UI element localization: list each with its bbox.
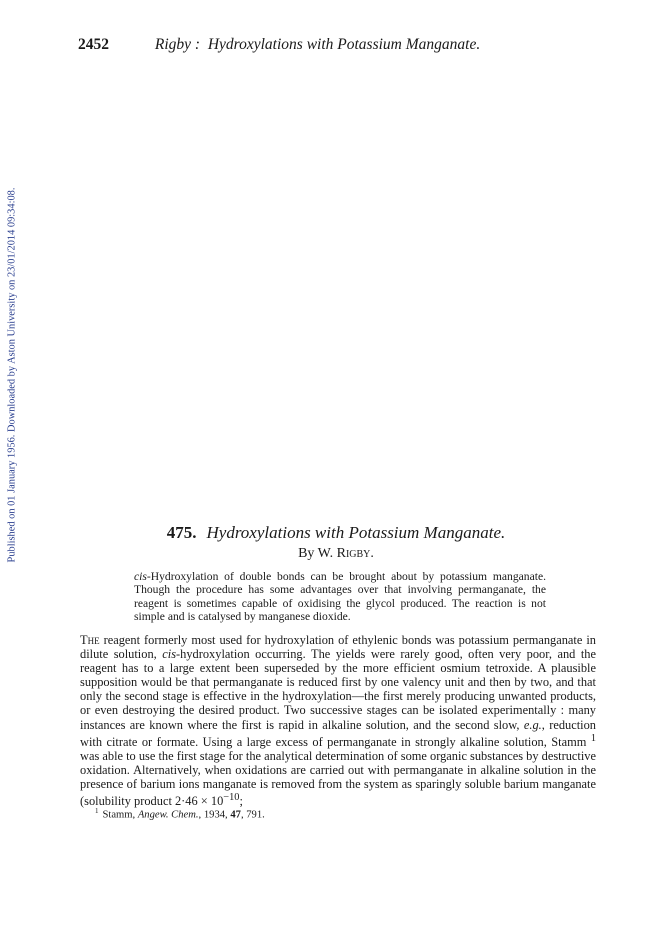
footnote	[95, 807, 575, 821]
body-text	[80, 633, 596, 808]
body-eg: e.g.	[523, 717, 542, 732]
byline-prefix: By W.	[298, 546, 334, 561]
article-heading	[0, 523, 672, 543]
page-number: 2452	[78, 36, 109, 53]
body-cis: cis	[162, 647, 177, 662]
body-text-4: was able to use the first stage for the analytical determination of some organic substances by destructive oxidation. Alternatively, when oxidations are carried out with permanganate in alkaline solution in the presence of barium ions manganate is removed from the system as sparingly soluble barium manganate (solubility product 2·46 × 10	[80, 748, 596, 809]
body-text-2: -hydroxylation occurring. The yields were rarely good, often very poor, and the reagent has to a large extent been superseded by the more efficient osmium tetroxide. A plausible supposition would be that permanganate is reduced first by one valency unit and then by two, and that only the second stage is effective in the hydroxylation—the first merely producing unwanted products, or even destroying the desired product. Two successive stages can be isolated experimentally : many instances are known where the first is rapid in alkaline solution, and the second slow,	[80, 647, 596, 732]
article-number: 475.	[166, 523, 197, 542]
body-paragraph	[80, 633, 596, 808]
body-exponent: −10	[223, 792, 240, 804]
body-text-5: ;	[239, 794, 243, 809]
footnote-mark: 1	[95, 807, 99, 815]
footnote-author: Stamm,	[102, 809, 136, 821]
running-head	[78, 36, 598, 54]
abstract-paragraph	[134, 570, 546, 624]
body-text-3: , reduction with citrate or formate. Using a large excess of permanganate in strongly alkaline solution, Stamm	[80, 717, 596, 749]
footnote-year: , 1934,	[198, 809, 228, 821]
first-word: The	[80, 633, 100, 647]
running-title-text: Hydroxylations with Potassium Manganate.	[207, 36, 481, 53]
abstract-text: -Hydroxylation of double bonds can be brought about by potassium manganate. Though the procedure has some advantages over that involving permanganate, the reagent is sometimes capable of oxidising the glycol produced. The reaction is not simple and is catalysed by manganese dioxide.	[134, 570, 546, 624]
watermark-text[interactable]: Published on 01 January 1956. Downloaded by Aston University on 23/01/2014 09:34:08.	[6, 187, 18, 563]
footnote-ref[interactable]: 1	[590, 732, 596, 744]
footnote-page: , 791.	[240, 809, 265, 821]
article-title: Hydroxylations with Potassium Manganate.	[206, 523, 506, 542]
running-title	[155, 36, 480, 53]
body-text-1: reagent formerly most used for hydroxylation of ethylenic bonds was potassium permanganate in dilute solution,	[80, 633, 596, 662]
running-author: Rigby :	[154, 36, 201, 53]
footnote-journal: Angew. Chem.	[137, 809, 199, 821]
abstract-cis: cis	[134, 570, 147, 583]
download-watermark[interactable]	[2, 180, 22, 570]
abstract	[134, 570, 546, 624]
footnote-volume: 47	[230, 809, 241, 821]
byline-author: Rigby.	[336, 546, 374, 561]
byline	[0, 546, 672, 562]
